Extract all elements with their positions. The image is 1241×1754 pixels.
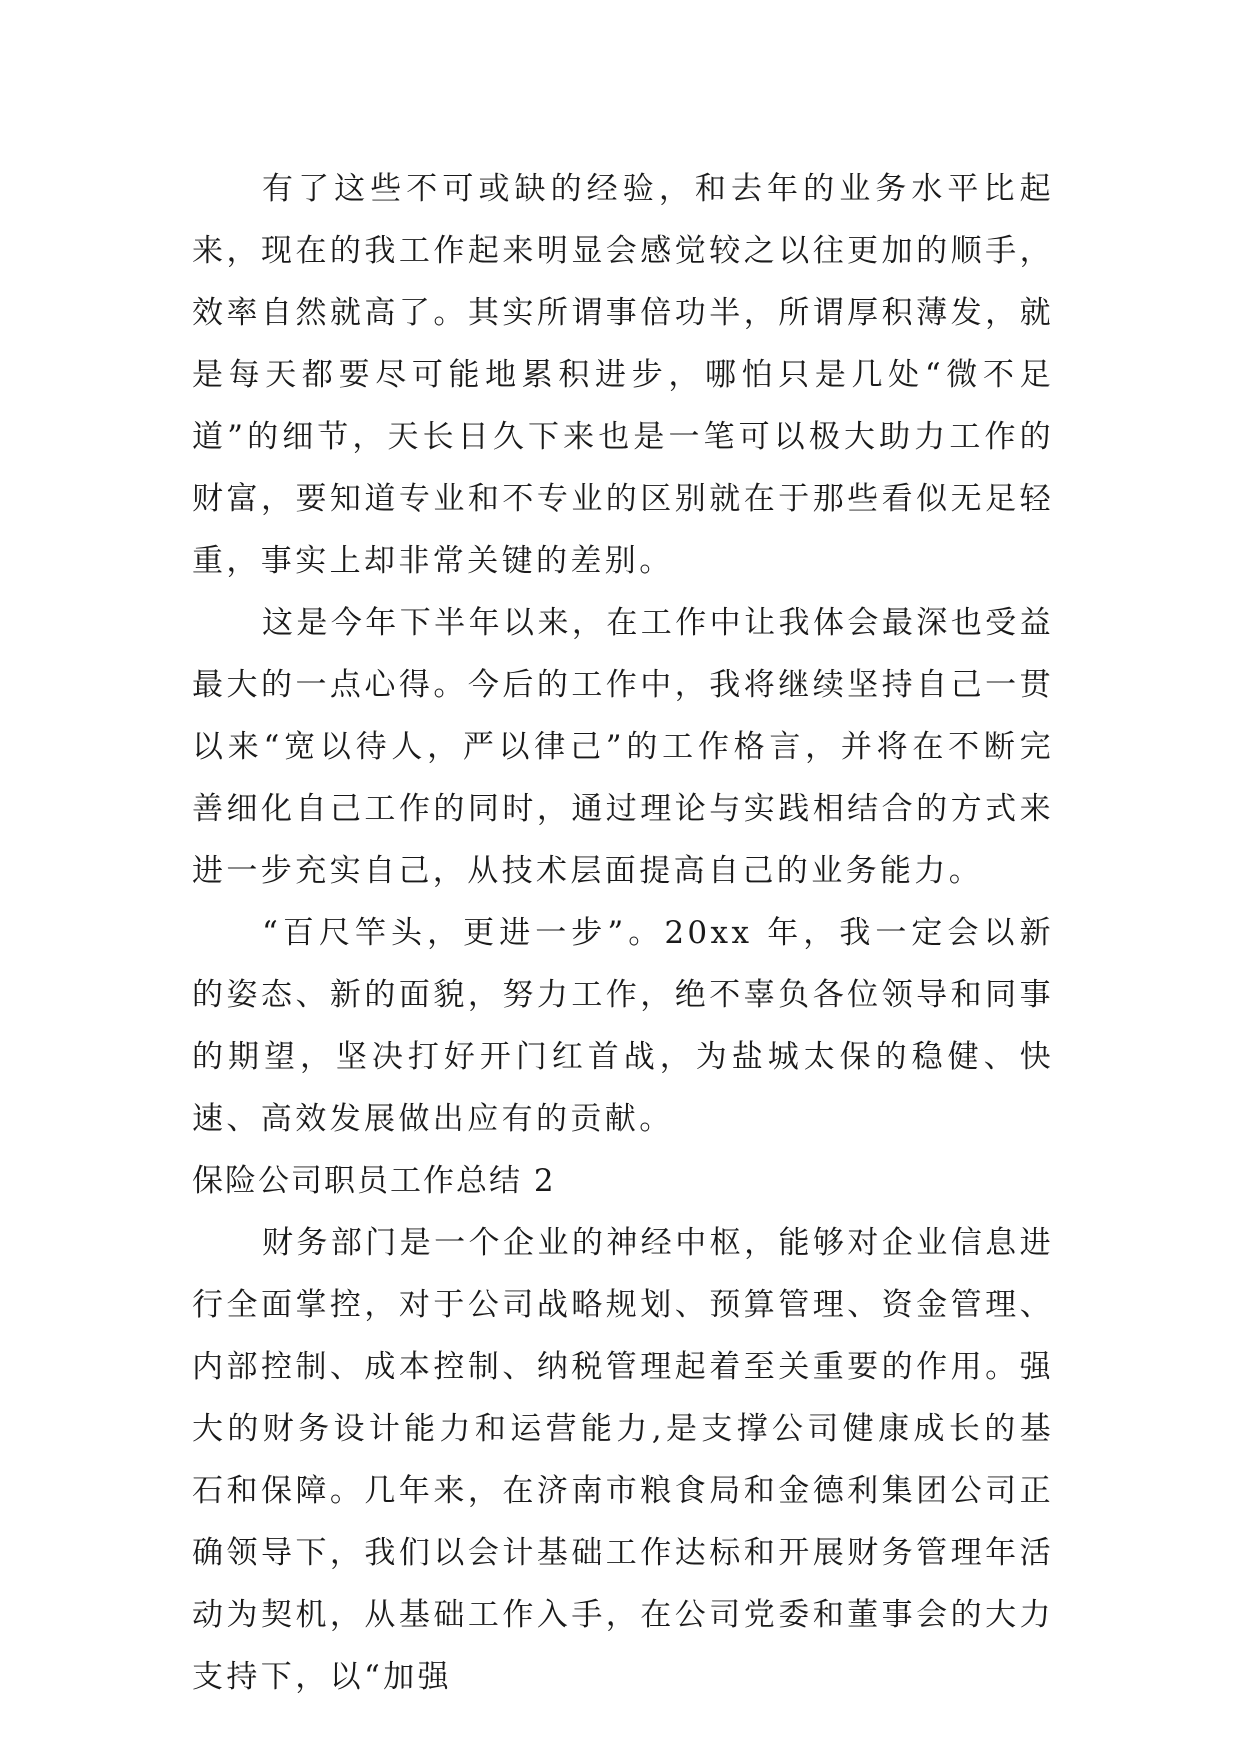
paragraph-resolution: “百尺竿头，更进一步”。20xx 年，我一定会以新的姿态、新的面貌，努力工作，绝不辜负各位领导和同事的期望，坚决打好开门红首战，为盐城太保的稳健、快速、高效发展做出应有的贡献。 [192, 915, 1054, 1137]
section-title: 保险公司职员工作总结 2 [192, 1163, 556, 1199]
paragraph-experience: 有了这些不可或缺的经验，和去年的业务水平比起来，现在的我工作起来明显会感觉较之以往更加的顺手，效率自然就高了。其实所谓事倍功半，所谓厚积薄发，就是每天都要尽可能地累积进步，哪怕只是几处“微不足道”的细节，天长日久下来也是一笔可以极大助力工作的财富，要知道专业和不专业的区别就在于那些看似无足轻重，事实上却非常关键的差别。 [192, 171, 1054, 579]
document-body [192, 158, 1054, 1708]
paragraph-insight: 这是今年下半年以来，在工作中让我体会最深也受益最大的一点心得。今后的工作中，我将继续坚持自己一贯以来“宽以待人，严以律己”的工作格言，并将在不断完善细化自己工作的同时，通过理论与实践相结合的方式来进一步充实自己，从技术层面提高自己的业务能力。 [192, 605, 1054, 889]
paragraph-finance: 财务部门是一个企业的神经中枢，能够对企业信息进行全面掌控，对于公司战略规划、预算管理、资金管理、内部控制、成本控制、纳税管理起着至关重要的作用。强大的财务设计能力和运营能力,是支撑公司健康成长的基石和保障。几年来，在济南市粮食局和金德利集团公司正确领导下，我们以会计基础工作达标和开展财务管理年活动为契机，从基础工作入手，在公司党委和董事会的大力支持下，以“加强 [192, 1225, 1054, 1695]
